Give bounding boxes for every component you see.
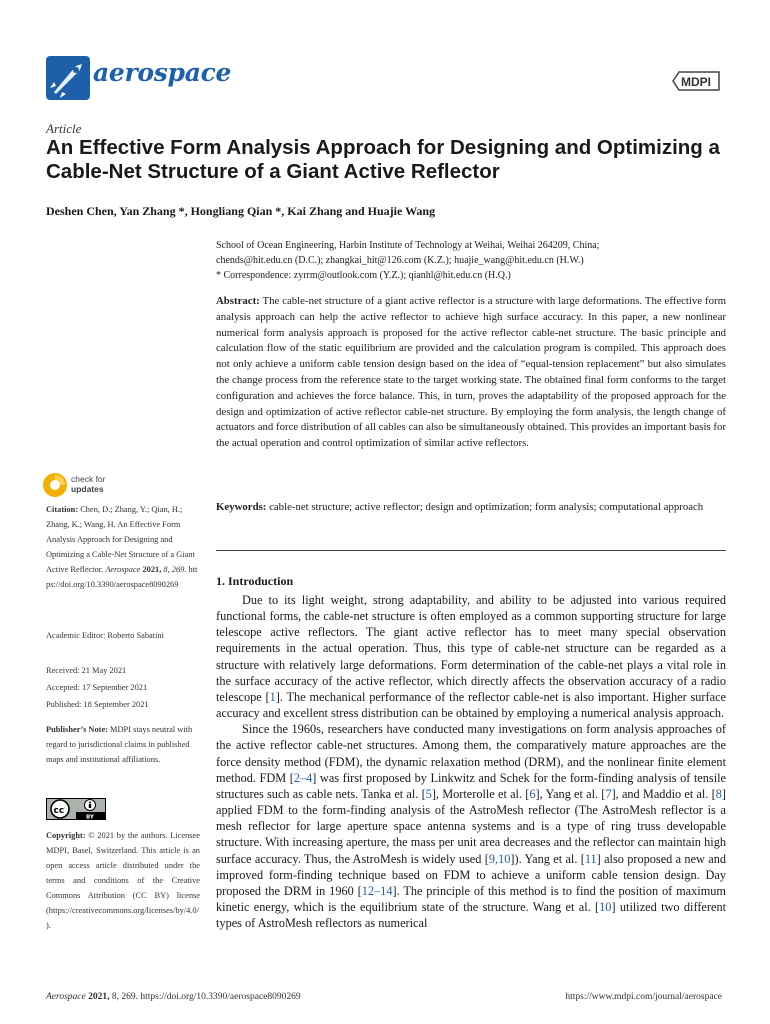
- received-date: Received: 21 May 2021: [46, 666, 127, 675]
- abstract-text: The cable-net structure of a giant active reflector is a structure with large deformations. The effective form analysis approach can help the active reflector to achieve high surface accuracy. In this paper, a new nonlinear numerical form analysis approach is proposed for the active reflector cable-net structure. The basic principle and calculation flow of the static equilibrium are provided and the calculation program is compiled. This approach does not only achieve a uniform cable tension design based on the idea of “equal-tension replacement” but also simulates the change process from the reference state to the target working state. The obtained final form conforms to the target configuration and achieves the force balance. This, in turn, proves the adaptability of the proposed approach for the design and optimization of active reflector cable-net structure. By employing the form analysis, the length change of actuators and force distribution of all cables can also be simultaneously obtained. This provides an important basis for the actual operation and control optimization of similar active reflectors.: [216, 295, 726, 450]
- citation-link[interactable]: 8: [715, 786, 722, 801]
- citation-link[interactable]: 12–14: [361, 883, 393, 898]
- citation-text: Chen, D.; Zhang, Y.; Qian, H.; Zhang, K.; Wang, H. An Effective Form Analysis Approach for Designing and Optimizing a Cable-Net Structure of a Giant Active Reflector.: [46, 505, 195, 574]
- publisher-note: [46, 722, 200, 767]
- citation-block: [46, 502, 200, 592]
- text-run: Since the 1960s, researchers have conducted many investigations on form analysis approaches of the active reflector cable-net structures. Among them, the comparatively mature approaches are the force density method (FDM), the dynamic relaxation method (DRM), and the nonlinear finite element method. FDM [: [216, 722, 726, 785]
- keywords: [216, 500, 726, 516]
- journal-name: aerospace: [93, 58, 232, 87]
- text-run: ] was first proposed by Linkwitz and Schek for the form-finding analysis of tensile structures such as cable nets. Tanka et al. [: [216, 770, 726, 801]
- footer-year: 2021,: [88, 992, 110, 1002]
- section-heading-introduction: 1. Introduction: [216, 574, 294, 588]
- paragraph: [216, 592, 726, 721]
- check-updates-line1: check for: [71, 474, 106, 484]
- footer-doi-link[interactable]: 8, 269. https://doi.org/10.3390/aerospace8090269: [111, 992, 301, 1002]
- citation-link[interactable]: 9,10: [488, 851, 511, 866]
- copyright-text: © 2021 by the authors. Licensee MDPI, Basel, Switzerland. This article is an open access article distributed under the terms and conditions of the Creative Commons Attribution (CC BY) license (https://creativecommons.org/licenses/by/4.0/).: [46, 831, 200, 930]
- abstract: [216, 294, 726, 452]
- mdpi-logo-icon: [669, 68, 723, 94]
- citation-link[interactable]: 11: [584, 851, 597, 866]
- check-for-updates-link[interactable]: [71, 474, 106, 494]
- keywords-text: cable-net structure; active reflector; design and optimization; form analysis; computational approach: [269, 501, 704, 513]
- section-divider: [216, 550, 726, 551]
- affiliation-emails: chends@hit.edu.cn (D.C.); zhangkai_hit@126.com (K.Z.); huajie_wang@hit.edu.cn (H.W.): [216, 255, 584, 266]
- check-for-updates-icon[interactable]: [42, 472, 68, 498]
- citation-year: 2021,: [142, 565, 162, 574]
- text-run: ] also proposed a new and improved form-finding technique based on FDM to achieve a uniform cable tension design. Day proposed the DRM in 1960 [: [216, 851, 726, 898]
- text-run: ], Morterolle et al. [: [431, 786, 530, 801]
- footer-citation: [46, 992, 301, 1002]
- text-run: ]. The mechanical performance of the reflector cable-net is also important. Higher surface accuracy and excellent stress distribution can be obtained by employing a numerical analysis approach.: [216, 689, 726, 721]
- text-run: Due to its light weight, strong adaptability, and ability to be adjusted into various required functional forms, the cable-net structure is often employed as a common supporting structure for large telescope active reflectors. The giant active reflector has to meet many special observation requirements in the actual operation. Thus, this type of cable-net structure can be regarded as a structure with relatively large deformations. Form determination of the cable-net plays a vital role in the surface accuracy of the active reflector, which directly affects the observation accuracy of a radio telescope [: [216, 593, 726, 704]
- dates-block: [46, 662, 200, 713]
- text-run: ], and Maddio et al. [: [611, 786, 716, 801]
- citation-link[interactable]: 10: [599, 899, 612, 914]
- citation-link[interactable]: 6: [529, 786, 536, 801]
- paragraph: [216, 721, 726, 931]
- article-type: Article: [46, 121, 82, 136]
- footer-journal-url[interactable]: https://www.mdpi.com/journal/aerospace: [565, 992, 722, 1002]
- citation-link[interactable]: 5: [425, 786, 432, 801]
- published-date: Published: 18 September 2021: [46, 700, 149, 709]
- check-updates-line2: updates: [71, 484, 104, 494]
- copyright-label: Copyright:: [46, 831, 86, 840]
- author-list: Deshen Chen, Yan Zhang *, Hongliang Qian *, Kai Zhang and Huajie Wang: [46, 204, 436, 218]
- journal-logo-icon: [46, 56, 90, 100]
- cc-by-license-icon[interactable]: [46, 798, 106, 820]
- citation-label: Citation:: [46, 505, 79, 514]
- affiliation-line: School of Ocean Engineering, Harbin Institute of Technology at Weihai, Weihai 264209, China;: [216, 240, 600, 251]
- citation-doi-link[interactable]: https://doi.org/10.3390/aerospace8090269: [46, 565, 198, 589]
- affiliation-block: [216, 238, 736, 283]
- introduction-body: [216, 592, 726, 931]
- svg-text:BY: BY: [86, 814, 94, 820]
- correspondence-line: * Correspondence: zyrrm@outlook.com (Y.Z.); qianhl@hit.edu.cn (H.Q.): [216, 270, 511, 281]
- citation-link[interactable]: 1: [269, 689, 276, 704]
- copyright-block: [46, 828, 200, 933]
- svg-text:cc: cc: [53, 806, 65, 816]
- publisher-note-text: MDPI stays neutral with regard to jurisdictional claims in published maps and institutional affiliations.: [46, 725, 193, 764]
- keywords-label: Keywords:: [216, 501, 267, 513]
- text-run: ]). Yang et al. [: [510, 851, 585, 866]
- text-run: ]. The principle of this method is to find the position of maximum kinetic energy, which is the equilibrium state of the structure. Wang et al. [: [216, 883, 726, 914]
- citation-link[interactable]: 7: [605, 786, 612, 801]
- accepted-date: Accepted: 17 September 2021: [46, 683, 148, 692]
- footer-journal: Aerospace: [46, 992, 86, 1002]
- citation-link[interactable]: 2–4: [293, 770, 313, 785]
- text-run: ], Yang et al. [: [535, 786, 606, 801]
- svg-text:MDPI: MDPI: [681, 75, 711, 89]
- publisher-note-label: Publisher’s Note:: [46, 725, 108, 734]
- text-run: ] utilized two different types of AstroMesh reflectors as numerical: [216, 899, 727, 931]
- abstract-label: Abstract:: [216, 295, 260, 307]
- article-title: An Effective Form Analysis Approach for Designing and Optimizing a Cable-Net Structure of a Giant Active Reflector: [46, 136, 720, 183]
- citation-volume: 8, 269.: [163, 565, 187, 574]
- citation-journal: Aerospace: [105, 565, 141, 574]
- academic-editor: Academic Editor: Roberto Sabatini: [46, 631, 164, 640]
- text-run: ] applied FDM to the form-finding analysis of the AstroMesh reflector (The AstroMesh reflector is a mesh reflector for large aperture space antenna systems and is a type of ring truss developable structure. With increasing aperture, the mass per unit area decreases and the reflector can maintain high surface accuracy. Thus, the AstroMesh is widely used [: [216, 786, 726, 866]
